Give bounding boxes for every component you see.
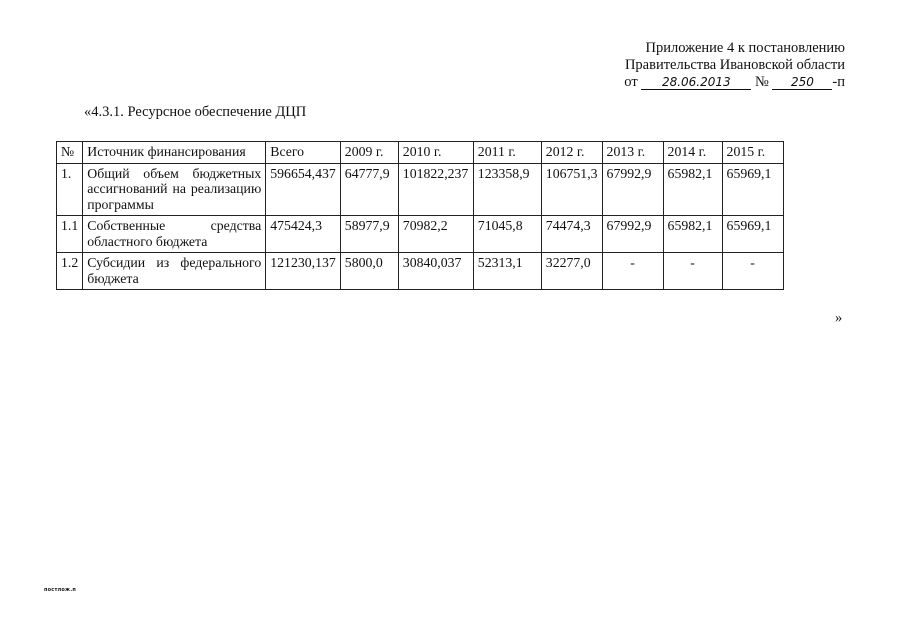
row-source: Субсидии из федерального бюджета [83, 253, 266, 290]
row-2015: 65969,1 [722, 216, 783, 253]
row-2013: 67992,9 [602, 163, 663, 216]
row-2014: 65982,1 [663, 216, 722, 253]
header-cell: 2015 г. [722, 142, 783, 164]
row-source: Собственные средства областного бюджета [83, 216, 266, 253]
table-row [57, 253, 784, 290]
row-number: 1.1 [57, 216, 83, 253]
row-2011: 52313,1 [473, 253, 541, 290]
table-row [57, 216, 784, 253]
row-2011: 71045,8 [473, 216, 541, 253]
header-cell: 2014 г. [663, 142, 722, 164]
row-2012: 74474,3 [541, 216, 602, 253]
row-number: 1.2 [57, 253, 83, 290]
row-2009: 64777,9 [340, 163, 398, 216]
appendix-header [585, 40, 845, 91]
header-cell: 2011 г. [473, 142, 541, 164]
row-2010: 101822,237 [398, 163, 473, 216]
row-number: 1. [57, 163, 83, 216]
header-cell: 2013 г. [602, 142, 663, 164]
appendix-line-3 [585, 74, 845, 91]
section-title: «4.3.1. Ресурсное обеспечение ДЦП [84, 104, 307, 120]
row-2013: - [602, 253, 663, 290]
row-2015: 65969,1 [722, 163, 783, 216]
header-cell: 2009 г. [340, 142, 398, 164]
footer-file-tag: постлож.п [44, 587, 76, 593]
row-total: 121230,137 [266, 253, 341, 290]
closing-quote: » [835, 310, 843, 326]
table-row [57, 163, 784, 216]
number-sign: № [754, 74, 769, 90]
row-2014: - [663, 253, 722, 290]
header-cell: Всего [266, 142, 341, 164]
handwritten-number: 250 [772, 76, 832, 90]
appendix-line-1: Приложение 4 к постановлению [645, 40, 845, 56]
row-2010: 70982,2 [398, 216, 473, 253]
handwritten-date: 28.06.2013 [641, 76, 751, 90]
number-suffix: -п [832, 74, 845, 90]
resources-table [56, 141, 784, 290]
from-label: от [624, 74, 638, 90]
header-cell: № [57, 142, 83, 164]
header-cell: 2010 г. [398, 142, 473, 164]
row-2012: 32277,0 [541, 253, 602, 290]
header-cell: Источник финансирования [83, 142, 266, 164]
row-source: Общий объем бюджетных ассигнований на реализацию программы [83, 163, 266, 216]
header-cell: 2012 г. [541, 142, 602, 164]
appendix-line-2: Правительства Ивановской области [624, 57, 845, 73]
row-2014: 65982,1 [663, 163, 722, 216]
row-2011: 123358,9 [473, 163, 541, 216]
row-2010: 30840,037 [398, 253, 473, 290]
table-header-row [57, 142, 784, 164]
row-2009: 58977,9 [340, 216, 398, 253]
row-2015: - [722, 253, 783, 290]
row-2009: 5800,0 [340, 253, 398, 290]
row-2013: 67992,9 [602, 216, 663, 253]
row-total: 475424,3 [266, 216, 341, 253]
row-total: 596654,437 [266, 163, 341, 216]
row-2012: 106751,3 [541, 163, 602, 216]
